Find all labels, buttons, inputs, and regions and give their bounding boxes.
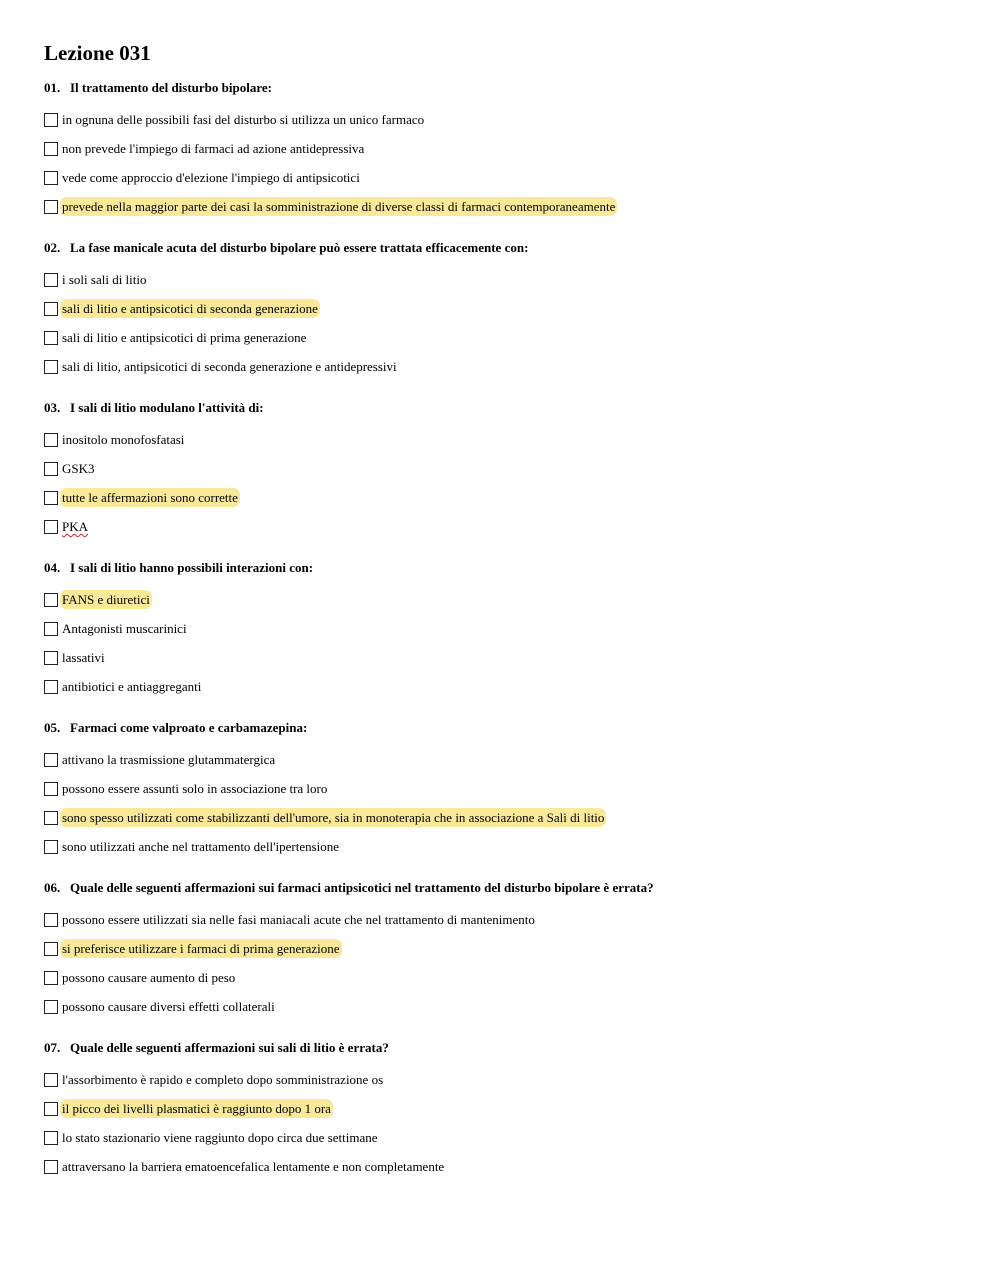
question-heading — [44, 239, 974, 257]
answer-label: inositolo monofosfatasi — [62, 432, 185, 447]
answer-option[interactable] — [44, 352, 974, 381]
answer-label: antibiotici e antiaggreganti — [62, 679, 202, 694]
answer-option[interactable] — [44, 803, 974, 832]
answer-label: l'assorbimento è rapido e completo dopo somministrazione os — [62, 1072, 384, 1087]
answer-option[interactable] — [44, 483, 974, 512]
question-block — [44, 719, 974, 861]
answer-label: lassativi — [62, 650, 105, 665]
answer-label-highlighted: si preferisce utilizzare i farmaci di prima generazione — [62, 941, 340, 956]
answer-checkbox[interactable] — [44, 520, 58, 534]
answer-label: attraversano la barriera ematoencefalica lentamente e non completamente — [62, 1159, 445, 1174]
answer-label-highlighted: prevede nella maggior parte dei casi la somministrazione di diverse classi di farmaci contemporaneamente — [62, 199, 616, 214]
question-list — [44, 79, 974, 1181]
answer-checkbox[interactable] — [44, 273, 58, 287]
answer-checkbox[interactable] — [44, 593, 58, 607]
answer-label: Antagonisti muscarinici — [62, 621, 187, 636]
answer-option[interactable] — [44, 643, 974, 672]
answer-option[interactable] — [44, 512, 974, 541]
answer-option[interactable] — [44, 934, 974, 963]
answer-checkbox[interactable] — [44, 462, 58, 476]
question-text: Quale delle seguenti affermazioni sui sali di litio è errata? — [70, 1040, 389, 1055]
answer-checkbox[interactable] — [44, 113, 58, 127]
question-heading — [44, 399, 974, 417]
answer-checkbox[interactable] — [44, 622, 58, 636]
question-number: 07. — [44, 1040, 61, 1055]
answer-checkbox[interactable] — [44, 753, 58, 767]
answer-checkbox[interactable] — [44, 360, 58, 374]
answer-checkbox[interactable] — [44, 651, 58, 665]
answer-option[interactable] — [44, 672, 974, 701]
answer-option[interactable] — [44, 585, 974, 614]
answer-option[interactable] — [44, 454, 974, 483]
answer-checkbox[interactable] — [44, 171, 58, 185]
answer-checkbox[interactable] — [44, 1102, 58, 1116]
question-number: 04. — [44, 560, 61, 575]
answer-label: vede come approccio d'elezione l'impiego di antipsicotici — [62, 170, 360, 185]
answer-label: possono causare diversi effetti collaterali — [62, 999, 275, 1014]
answer-checkbox[interactable] — [44, 942, 58, 956]
answer-option[interactable] — [44, 105, 974, 134]
answer-option[interactable] — [44, 425, 974, 454]
question-text: I sali di litio modulano l'attività di: — [70, 400, 264, 415]
question-text: I sali di litio hanno possibili interazioni con: — [70, 560, 314, 575]
answer-checkbox[interactable] — [44, 971, 58, 985]
answer-option[interactable] — [44, 134, 974, 163]
answer-label — [60, 517, 90, 536]
answer-option[interactable] — [44, 192, 974, 221]
answer-label-highlighted: tutte le affermazioni sono corrette — [62, 490, 238, 505]
answer-label-highlighted: il picco dei livelli plasmatici è raggiunto dopo 1 ora — [62, 1101, 331, 1116]
answer-option[interactable] — [44, 905, 974, 934]
question-text: Quale delle seguenti affermazioni sui farmaci antipsicotici nel trattamento del disturbo bipolare è errata? — [70, 880, 654, 895]
answer-label: in ognuna delle possibili fasi del disturbo si utilizza un unico farmaco — [62, 112, 425, 127]
answer-option[interactable] — [44, 294, 974, 323]
answer-option[interactable] — [44, 963, 974, 992]
question-block — [44, 879, 974, 1021]
answer-label-highlighted: sali di litio e antipsicotici di seconda generazione — [62, 301, 318, 316]
answer-option[interactable] — [44, 1152, 974, 1181]
question-block — [44, 559, 974, 701]
answer-checkbox[interactable] — [44, 811, 58, 825]
question-block — [44, 79, 974, 221]
answer-option[interactable] — [44, 774, 974, 803]
question-heading — [44, 79, 974, 97]
answer-checkbox[interactable] — [44, 491, 58, 505]
question-block — [44, 399, 974, 541]
answer-checkbox[interactable] — [44, 433, 58, 447]
answer-label-highlighted: FANS e diuretici — [62, 592, 150, 607]
quiz-page — [44, 38, 974, 1199]
answer-option[interactable] — [44, 265, 974, 294]
answer-checkbox[interactable] — [44, 200, 58, 214]
question-block — [44, 1039, 974, 1181]
answer-checkbox[interactable] — [44, 782, 58, 796]
question-number: 05. — [44, 720, 61, 735]
answer-option[interactable] — [44, 614, 974, 643]
question-number: 02. — [44, 240, 61, 255]
question-heading — [44, 1039, 974, 1057]
answer-checkbox[interactable] — [44, 1160, 58, 1174]
answer-option[interactable] — [44, 832, 974, 861]
answer-checkbox[interactable] — [44, 1000, 58, 1014]
spellcheck-underlined-text: PKA — [62, 519, 89, 534]
answer-checkbox[interactable] — [44, 331, 58, 345]
question-heading — [44, 719, 974, 737]
answer-label: possono essere utilizzati sia nelle fasi maniacali acute che nel trattamento di mantenimento — [62, 912, 535, 927]
question-text: Il trattamento del disturbo bipolare: — [70, 80, 272, 95]
answer-checkbox[interactable] — [44, 840, 58, 854]
answer-label: sali di litio e antipsicotici di prima generazione — [62, 330, 307, 345]
answer-option[interactable] — [44, 992, 974, 1021]
answer-label: lo stato stazionario viene raggiunto dopo circa due settimane — [62, 1130, 378, 1145]
answer-label-highlighted: sono spesso utilizzati come stabilizzanti dell'umore, sia in monoterapia che in associazione a Sali di litio — [62, 810, 605, 825]
answer-label: non prevede l'impiego di farmaci ad azione antidepressiva — [62, 141, 365, 156]
page-title: Lezione 031 — [44, 41, 151, 65]
question-heading — [44, 879, 974, 897]
question-text: La fase manicale acuta del disturbo bipolare può essere trattata efficacemente con: — [70, 240, 529, 255]
question-number: 06. — [44, 880, 61, 895]
answer-label: possono causare aumento di peso — [62, 970, 236, 985]
question-text: Farmaci come valproato e carbamazepina: — [70, 720, 308, 735]
answer-option[interactable] — [44, 1094, 974, 1123]
answer-label: sali di litio, antipsicotici di seconda generazione e antidepressivi — [62, 359, 397, 374]
answer-label: attivano la trasmissione glutammatergica — [62, 752, 276, 767]
answer-checkbox[interactable] — [44, 142, 58, 156]
question-number: 03. — [44, 400, 61, 415]
answer-option[interactable] — [44, 323, 974, 352]
answer-checkbox[interactable] — [44, 1131, 58, 1145]
answer-checkbox[interactable] — [44, 680, 58, 694]
answer-label: possono essere assunti solo in associazione tra loro — [62, 781, 328, 796]
answer-option[interactable] — [44, 1123, 974, 1152]
question-number: 01. — [44, 80, 61, 95]
answer-checkbox[interactable] — [44, 302, 58, 316]
answer-checkbox[interactable] — [44, 1073, 58, 1087]
answer-label: sono utilizzati anche nel trattamento dell'ipertensione — [62, 839, 340, 854]
answer-label: i soli sali di litio — [62, 272, 147, 287]
answer-label: GSK3 — [62, 461, 95, 476]
question-block — [44, 239, 974, 381]
answer-checkbox[interactable] — [44, 913, 58, 927]
answer-option[interactable] — [44, 1065, 974, 1094]
answer-option[interactable] — [44, 745, 974, 774]
question-heading — [44, 559, 974, 577]
answer-option[interactable] — [44, 163, 974, 192]
